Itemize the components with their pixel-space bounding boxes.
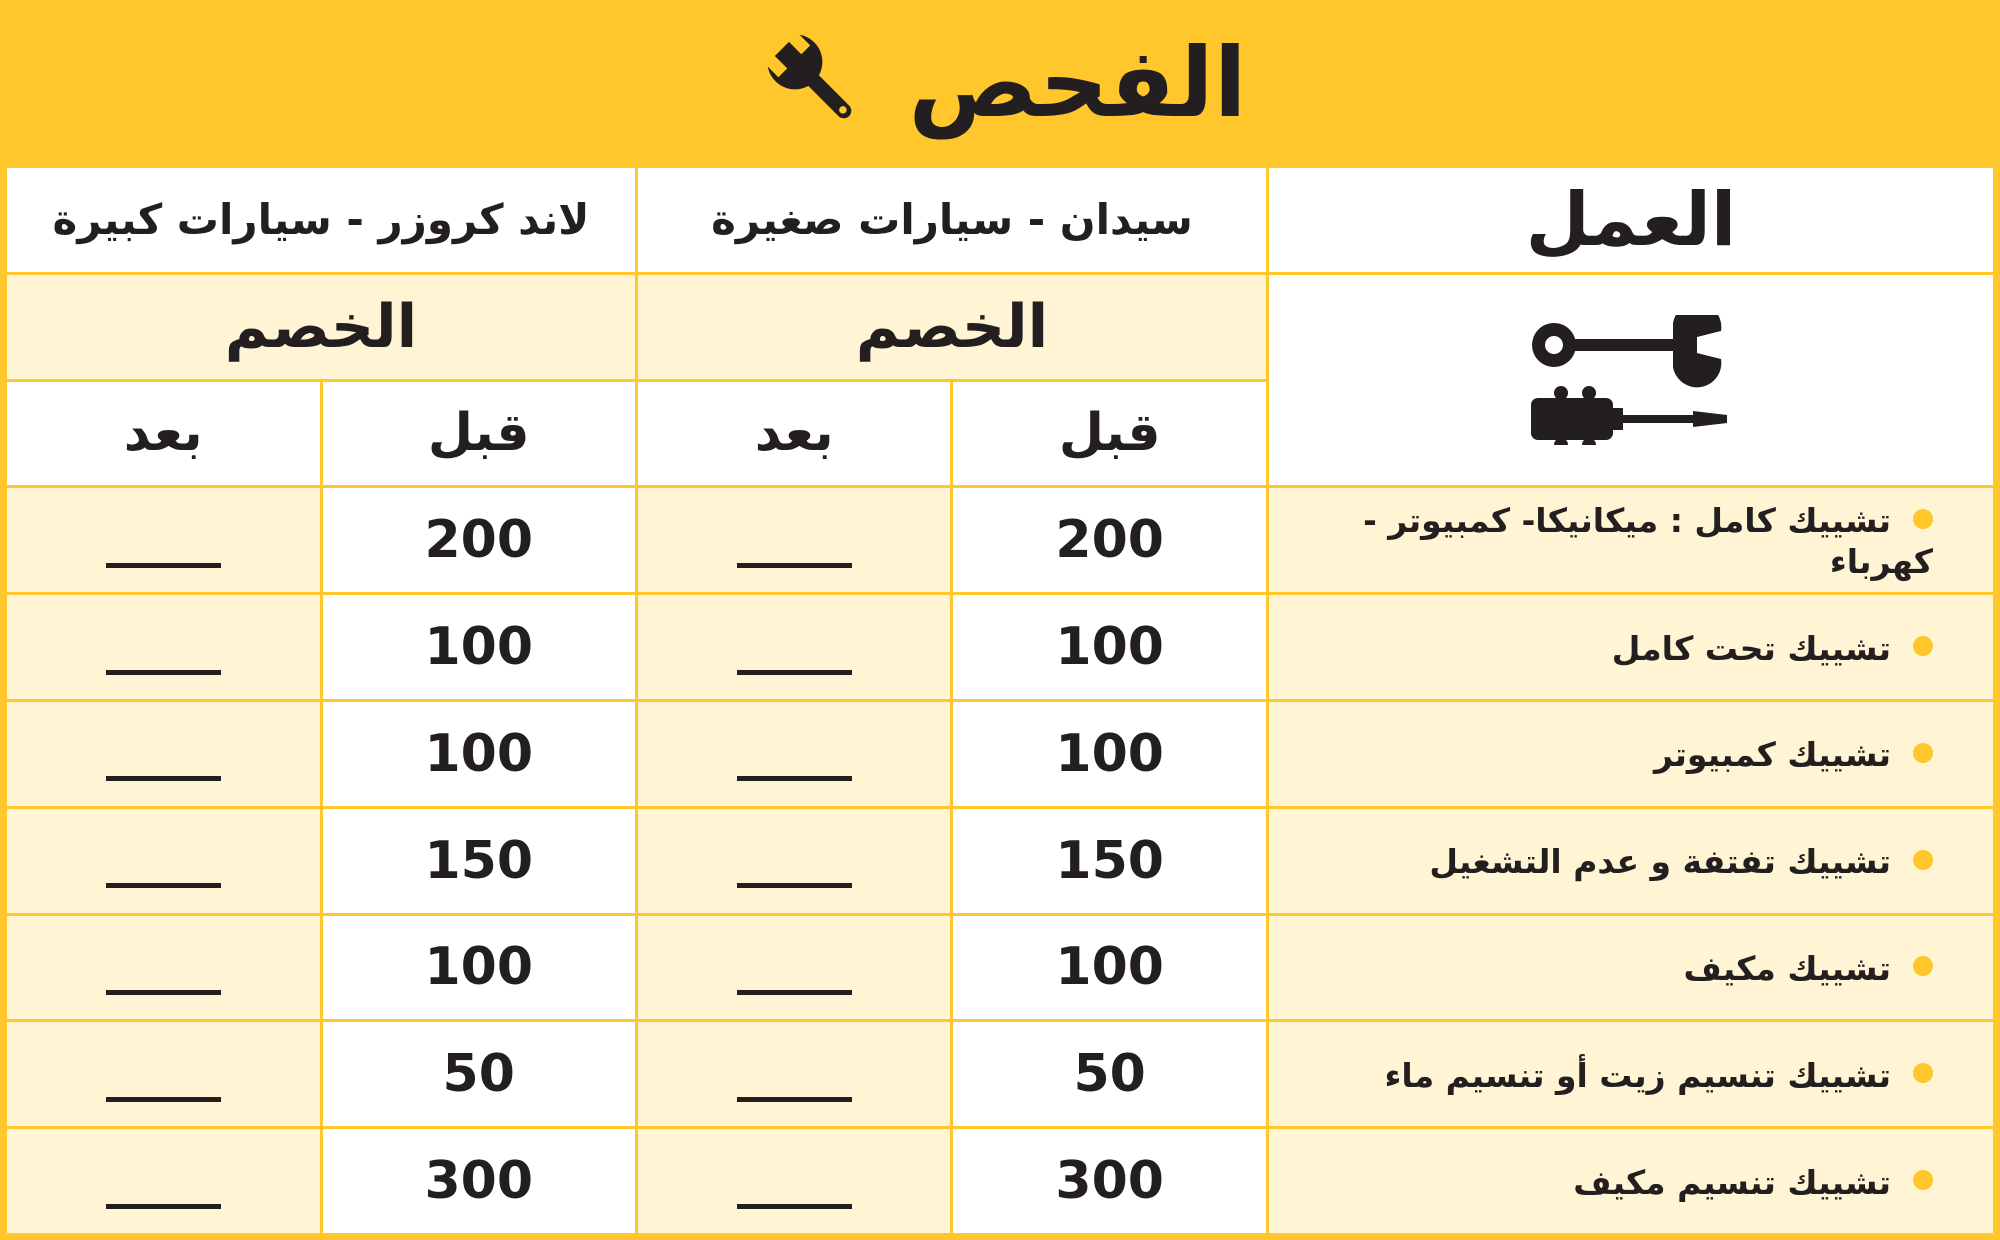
- page-title: الفحص: [908, 26, 1247, 139]
- lc-after-price: [6, 487, 322, 594]
- blank-line: [106, 670, 221, 675]
- blank-line: [106, 563, 221, 568]
- bullet-icon: [1913, 1063, 1933, 1083]
- row-label: تشييك تنسيم مكيف: [1267, 1128, 1994, 1235]
- lc-before-price: 100: [321, 914, 636, 1021]
- lc-after-price: [6, 594, 322, 701]
- lc-before-price: 300: [321, 1128, 636, 1235]
- header-row: [6, 167, 1995, 274]
- sedan-before-price: 150: [952, 807, 1267, 914]
- title-bar: [4, 0, 1996, 165]
- wrench-icon: [753, 20, 878, 145]
- blank-line: [737, 1204, 852, 1209]
- sedan-header: سيدان - سيارات صغيرة: [636, 167, 1267, 274]
- table-row: [6, 1128, 1995, 1235]
- lc-before-header: قبل: [321, 380, 636, 487]
- lc-before-price: 200: [321, 487, 636, 594]
- blank-line: [737, 990, 852, 995]
- sedan-before-price: 300: [952, 1128, 1267, 1235]
- row-label: تشييك مكيف: [1267, 914, 1994, 1021]
- discount-landcruiser: الخصم: [6, 273, 637, 380]
- table-row: [6, 700, 1995, 807]
- price-table: [4, 165, 1996, 1236]
- sedan-after-price: [636, 487, 951, 594]
- blank-line: [106, 1204, 221, 1209]
- row-label: تشييك تنسيم زيت أو تنسيم ماء: [1267, 1021, 1994, 1128]
- sedan-after-price: [636, 807, 951, 914]
- lc-after-price: [6, 807, 322, 914]
- blank-line: [737, 883, 852, 888]
- landcruiser-header: لاند كروزر - سيارات كبيرة: [6, 167, 637, 274]
- blank-line: [737, 563, 852, 568]
- blank-line: [106, 883, 221, 888]
- lc-after-price: [6, 914, 322, 1021]
- lc-after-price: [6, 700, 322, 807]
- lc-before-price: 100: [321, 594, 636, 701]
- table-row: [6, 807, 1995, 914]
- lc-before-price: 50: [321, 1021, 636, 1128]
- table-row: [6, 1021, 1995, 1128]
- tools-cell: [1267, 273, 1994, 487]
- discount-row: [6, 273, 1995, 380]
- row-label: تشييك تفتفة و عدم التشغيل: [1267, 807, 1994, 914]
- lc-before-price: 100: [321, 700, 636, 807]
- lc-after-price: [6, 1128, 322, 1235]
- sedan-before-price: 100: [952, 700, 1267, 807]
- discount-sedan: الخصم: [636, 273, 1267, 380]
- row-label: تشييك كمبيوتر: [1267, 700, 1994, 807]
- sedan-after-price: [636, 914, 951, 1021]
- sedan-after-price: [636, 700, 951, 807]
- table-row: [6, 594, 1995, 701]
- sedan-after-price: [636, 1021, 951, 1128]
- blank-line: [737, 776, 852, 781]
- row-label: تشييك تحت كامل: [1267, 594, 1994, 701]
- blank-line: [106, 990, 221, 995]
- sedan-before-price: 100: [952, 914, 1267, 1021]
- work-header: العمل: [1267, 167, 1994, 274]
- bullet-icon: [1913, 956, 1933, 976]
- sedan-before-price: 50: [952, 1021, 1267, 1128]
- sedan-before-price: 200: [952, 487, 1267, 594]
- sedan-before-header: قبل: [952, 380, 1267, 487]
- lc-after-header: بعد: [6, 380, 322, 487]
- sedan-after-price: [636, 1128, 951, 1235]
- table-row: [6, 487, 1995, 594]
- sedan-after-header: بعد: [636, 380, 951, 487]
- blank-line: [737, 670, 852, 675]
- blank-line: [106, 1097, 221, 1102]
- sedan-before-price: 100: [952, 594, 1267, 701]
- table-row: [6, 914, 1995, 1021]
- bullet-icon: [1913, 509, 1933, 529]
- bullet-icon: [1913, 743, 1933, 763]
- sedan-after-price: [636, 594, 951, 701]
- bullet-icon: [1913, 636, 1933, 656]
- bullet-icon: [1913, 1170, 1933, 1190]
- bullet-icon: [1913, 850, 1933, 870]
- row-label: تشييك كامل : ميكانيكا- كمبيوتر - كهرباء: [1267, 487, 1994, 594]
- lc-after-price: [6, 1021, 322, 1128]
- blank-line: [737, 1097, 852, 1102]
- blank-line: [106, 776, 221, 781]
- wrench-screwdriver-icon: [1531, 315, 1731, 445]
- lc-before-price: 150: [321, 807, 636, 914]
